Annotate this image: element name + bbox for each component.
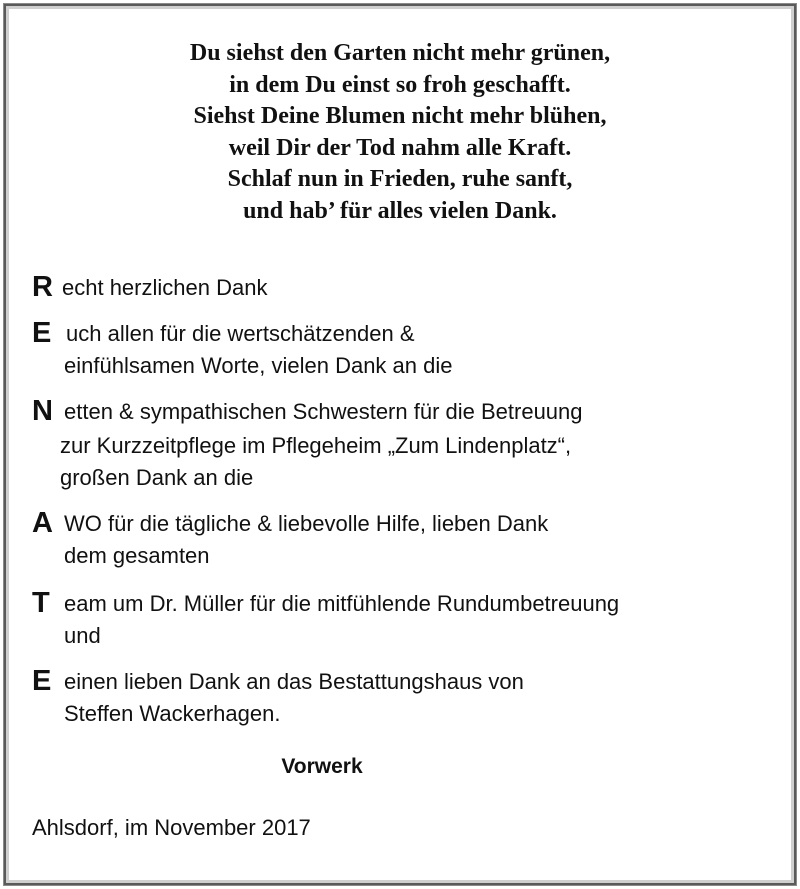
acrostic-line: großen Dank an die xyxy=(60,465,254,490)
poem xyxy=(0,38,800,227)
acrostic-line: eam um Dr. Müller für die mitfühlende Rundumbetreuung xyxy=(64,591,620,616)
acrostic-line: WO für die tägliche & liebevolle Hilfe, lieben Dank xyxy=(64,511,549,536)
poem-line: Schlaf nun in Frieden, ruhe sanft, xyxy=(227,166,573,192)
poem-line: und hab’ für alles vielen Dank. xyxy=(243,197,557,224)
acrostic-line: dem gesamten xyxy=(64,543,210,568)
acrostic-line: und xyxy=(64,623,101,648)
poem-line: Siehst Deine Blumen nicht mehr blühen, xyxy=(193,103,607,129)
poem-line: in dem Du einst so froh geschafft. xyxy=(229,71,571,98)
acrostic-line: etten & sympathischen Schwestern für die Betreuung xyxy=(64,399,583,424)
acrostic-line: uch allen für die wertschätzenden & xyxy=(66,321,415,346)
place-date: Ahlsdorf, im November 2017 xyxy=(32,815,311,840)
acrostic-letter: E xyxy=(32,317,52,349)
acrostic-letter: T xyxy=(32,587,50,619)
acrostic-letter: R xyxy=(32,271,53,303)
acrostic-letter: E xyxy=(32,665,52,697)
acrostic-letter: A xyxy=(32,507,53,539)
signature: Vorwerk xyxy=(281,755,363,778)
poem-line: weil Dir der Tod nahm alle Kraft. xyxy=(228,134,572,161)
acrostic-line: einen lieben Dank an das Bestattungshaus von xyxy=(64,669,524,694)
acrostic-line: einfühlsamen Worte, vielen Dank an die xyxy=(64,353,453,378)
acrostic-line: zur Kurzzeitpflege im Pflegeheim „Zum Lindenplatz“, xyxy=(60,433,572,458)
acrostic-line: Steffen Wackerhagen. xyxy=(64,701,281,726)
acrostic-line: echt herzlichen Dank xyxy=(62,275,268,300)
poem-line: Du siehst den Garten nicht mehr grünen, xyxy=(189,40,611,66)
acrostic-letter: N xyxy=(32,395,53,427)
